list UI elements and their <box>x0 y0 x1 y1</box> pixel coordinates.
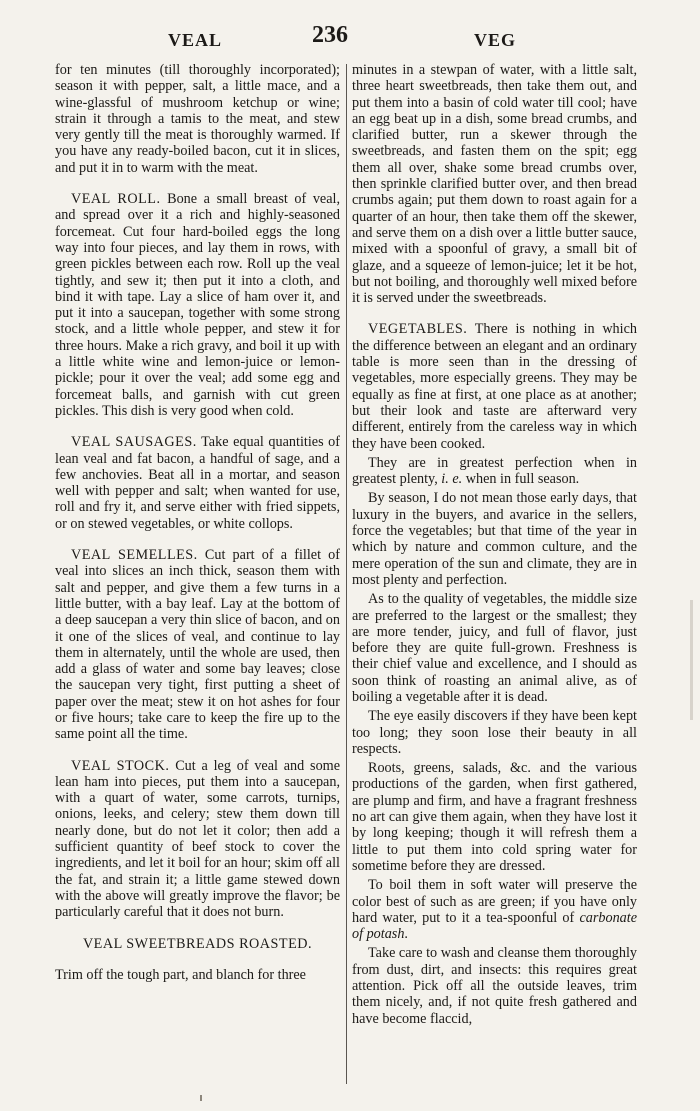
text-run: To boil them in soft water will preserve the color best of such as are green; if you have only hard water, put to it a tea-spoonful of <box>352 877 637 926</box>
ink-mark <box>200 1095 202 1101</box>
paragraph-wash: Take care to wash and cleanse them thoroughly from dust, dirt, and insects: this requires great attention. Pick off all the outside leaves, trim them nicely, and, if not quite fresh gathered and have become flaccid, <box>352 945 637 1027</box>
text-run: . <box>404 926 408 943</box>
paragraph-perfection <box>352 455 637 488</box>
left-column <box>55 62 340 998</box>
entry-title: VEGETABLES. <box>368 321 468 338</box>
right-column <box>352 62 637 1030</box>
page-header <box>0 18 700 58</box>
entry-veal-semelles <box>55 547 340 743</box>
entry-body: Cut part of a fillet of veal into slices an inch thick, season them with salt and pepper, and give them a few turns in a little butter, with a bay leaf. Lay at the bottom of a deep saucepan a very thin slice of bacon, and on it one of the slices of veal, and continue to lay them in alternately, until the whole are used, then add a glass of water and some bay leaves; close the saucepan very tight, first putting a sheet of paper over the meat; stew it on hot ashes for four or five hours; take care to keep the fire up to the same point all the time. <box>55 547 340 743</box>
entry-body: Take equal quantities of lean veal and fat bacon, a handful of sage, and a few anchovies. Beat all in a mortar, and season well with pepper and salt; when wanted for use, roll and fry it, and serve either with fried sippets, or on stewed vegetables, or white collops. <box>55 434 341 532</box>
running-head-left: VEAL <box>168 30 223 50</box>
entry-body: Bone a small breast of veal, and spread over it a rich and highly-seasoned forcemeat. Cut four hard-boiled eggs the long way into four pieces, and lay them in rows, with green pickles between each row. Roll up the veal tightly, and sew it; then put it into a cloth, and bind it with tape. Lay a slice of ham over it, and put it into a saucepan, together with some strong stock, and a little whole pepper, and stew it for three hours. Make a rich gravy, and boil it up with a little white wine and lemon-juice or lemon-pickle; pour it over the veal; add some egg and forcemeat balls, and garnish with cut green pickles. This dish is very good when cold. <box>55 191 340 419</box>
entry-title: VEAL SWEETBREADS ROASTED. <box>82 935 313 952</box>
page-number: 236 <box>312 22 348 48</box>
entry-body: There is nothing in which the difference between an elegant and an ordinary table is more seen than in the dressing of vegetables, more especially greens. They may be equally as fine at first, at one place as at another; but their look and taste are afterward very different, entirely from the careless way in which they have been cooked. <box>352 321 637 452</box>
paragraph-continued: for ten minutes (till thoroughly incorporated); season it with pepper, salt, a little mace, and a wine-glassful of mushroom ketchup or wine; strain it through a tamis to the meat, and stew very gently till the meat is thoroughly warmed. If you have any ready-boiled bacon, cut it in slices, and put it in to warm with the meat. <box>55 62 340 176</box>
entry-body: Trim off the tough part, and blanch for three <box>55 966 306 983</box>
entry-veal-sausages <box>55 434 340 532</box>
paragraph-continued: minutes in a stewpan of water, with a little salt, three heart sweetbreads, then take them out, and put them into a basin of cold water till cool; have an egg beat up in a dish, some bread crumbs, and clarified butter, run a skewer through the sweetbreads, and fasten them on the spit; egg them all over, shake some bread crumbs over, then sprinkle clarified butter over, and then bread crumbs again; put them down to roast again for a quarter of an hour, then take them off the skewer, and serve them on a dish over a little butter sauce, mixed with a spoonful of gravy, a small bit of glaze, and a squeeze of lemon-juice; let it be hot, but not boiling, and thoroughly well mixed before it is served under the sweetbreads. <box>352 62 637 307</box>
paragraph-quality: As to the quality of vegetables, the middle size are preferred to the largest or the smallest; they are more tender, juicy, and full of flavor, just before they are quite full-grown. Freshness is their chief value and excellence, and I should as soon think of roasting an animal alive, as of boiling a vegetable after it is dead. <box>352 591 637 705</box>
paragraph-eye: The eye easily discovers if they have been kept too long; they soon lose their beauty in all respects. <box>352 708 637 757</box>
paragraph-roots: Roots, greens, salads, &c. and the various productions of the garden, when first gathered, are plump and firm, and have a fragrant freshness no art can give them again, when they have lost it by long keeping; though it will refresh them a little to put them into cold spring water for sometime before they are dressed. <box>352 760 637 874</box>
entry-title: VEAL STOCK. <box>71 757 170 774</box>
paragraph-boil <box>352 877 637 942</box>
entry-title: VEAL SAUSAGES. <box>71 434 197 451</box>
entry-veal-roll <box>55 191 340 419</box>
column-divider <box>346 64 347 1084</box>
text-run: They are in greatest perfection when in greatest plenty, <box>352 454 637 488</box>
running-head-right: VEG <box>474 30 517 50</box>
entry-body: Cut a leg of veal and some lean ham into pieces, put them into a saucepan, with a quart of water, some carrots, turnips, onions, leeks, and celery; stew them down till nearly done, but do not let it color; then add a sufficient quantity of beef stock to cover the ingredients, and let it boil for an hour; skim off all the fat, and strain it; a little game stewed down with the above will greatly improve the flavor; be particularly careful that it does not burn. <box>55 757 340 921</box>
entry-vegetables <box>352 321 637 451</box>
text-run-italic: carbonate of potash <box>352 909 637 943</box>
entry-title: VEAL ROLL. <box>71 191 161 208</box>
entry-veal-stock <box>55 758 340 921</box>
entry-veal-sweetbreads <box>55 936 340 952</box>
paragraph-season: By season, I do not mean those early days, that luxury in the buyers, and avarice in the sellers, force the vegetables; but that time of the year in which by nature and common culture, and the mere operation of the sun and climate, they are in most plenty and perfection. <box>352 490 637 588</box>
text-run: when in full season. <box>462 471 580 488</box>
page-edge-shadow <box>690 600 693 720</box>
entry-title: VEAL SEMELLES. <box>71 547 198 564</box>
text-run-italic: i. e. <box>441 471 463 488</box>
